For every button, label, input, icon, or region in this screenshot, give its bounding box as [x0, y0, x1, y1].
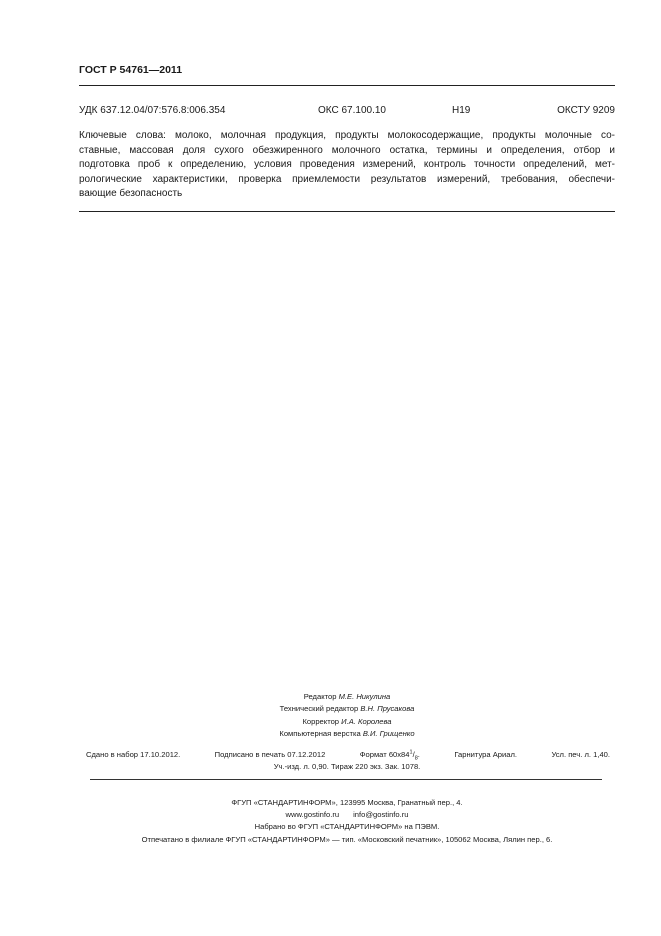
credits-block	[79, 691, 615, 740]
udk-code: УДК 637.12.04/07:576.8:006.354	[79, 105, 226, 116]
okstu-code: ОКСТУ 9209	[557, 105, 615, 116]
standard-code: ГОСТ Р 54761—2011	[79, 64, 183, 76]
printing-details-row2: Уч.-изд. л. 0,90. Тираж 220 экз. Зак. 1078.	[273, 762, 421, 771]
oks-code: ОКС 67.100.10	[318, 105, 386, 116]
email-link: info@gostinfo.ru	[353, 810, 409, 820]
credit-tech-editor: Технический редактор В.Н. Прусакова	[279, 704, 415, 714]
typeface: Гарнитура Ариал.	[454, 750, 518, 759]
signed-date: Подписано в печать 07.12.2012	[214, 750, 326, 759]
website-link: www.gostinfo.ru	[285, 810, 340, 820]
footer-rule	[90, 779, 602, 780]
header-rule	[79, 85, 615, 86]
keywords-rule	[79, 211, 615, 212]
keywords-line: вающие безопасность	[79, 188, 183, 200]
publisher-contacts	[79, 809, 615, 821]
group-code: Н19	[452, 105, 471, 116]
keywords-block	[79, 129, 615, 202]
keywords-line: ставные, массовая доля сухого обезжиренного молочного остатка, термины и определения, отбор и	[79, 144, 615, 156]
sent-date: Сдано в набор 17.10.2012.	[86, 750, 181, 759]
credit-editor: Редактор М.Е. Никулина	[303, 692, 391, 701]
credit-layout: Компьютерная верстка В.И. Грищенко	[279, 728, 415, 738]
printing-details-row	[86, 749, 610, 762]
printed-note: Отпечатано в филиале ФГУП «СТАНДАРТИНФОРМ» — тип. «Московский печатник», 105062 Москва, Лялин пер., 6.	[141, 834, 553, 844]
paper-format: Формат $60x84^1/_8$.	[359, 749, 420, 762]
keywords-line: подготовка проб к определению, условия проведения измерений, контроль точности определений, мет-	[79, 159, 615, 171]
publisher-footer	[79, 797, 615, 846]
credit-corrector: Корректор И.А. Королева	[302, 716, 392, 726]
keywords-line: Ключевые слова: молоко, молочная продукция, продукты молокосодержащие, продукты молочные со-	[79, 130, 615, 141]
conventional-sheets: Усл. печ. л. 1,40.	[551, 750, 610, 759]
publisher-address: ФГУП «СТАНДАРТИНФОРМ», 123995 Москва, Гранатный пер., 4.	[231, 798, 463, 807]
keywords-line: рологические характеристики, проверка приемлемости результатов измерений, требования, обеспечи-	[79, 173, 615, 185]
typeset-note: Набрано во ФГУП «СТАНДАРТИНФОРМ» на ПЭВМ.	[254, 822, 440, 832]
